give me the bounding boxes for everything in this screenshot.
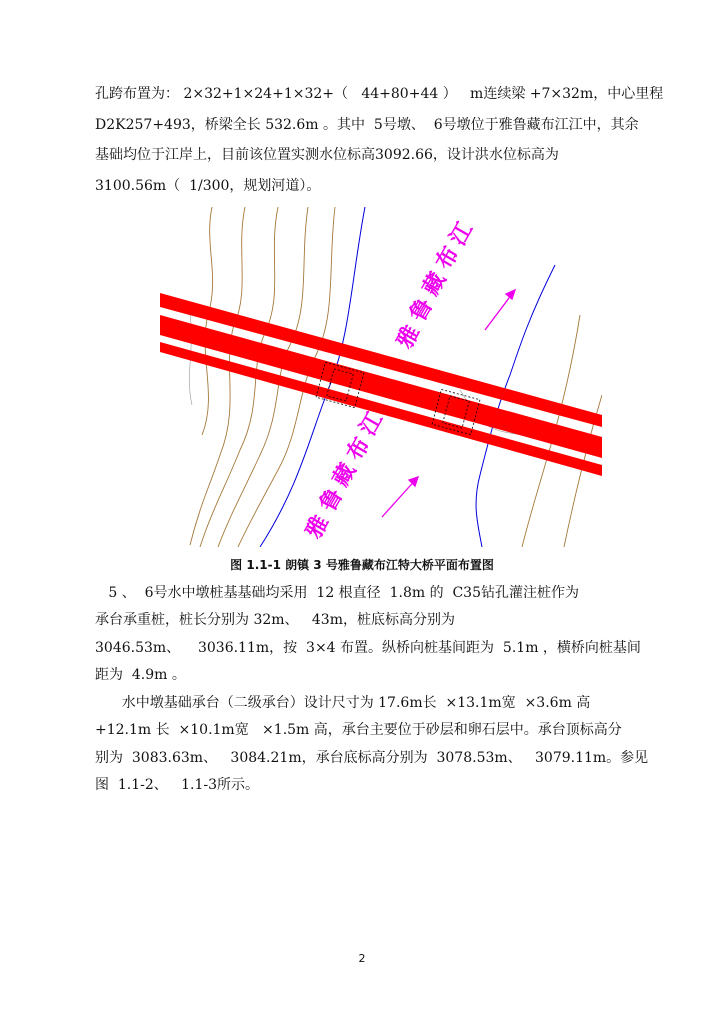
river-label-top-4: 布	[431, 242, 465, 274]
bridge-plan-drawing	[160, 205, 602, 547]
paragraph-2-line-2: 承台承重桩，桩长分别为 32m、 43m，桩底标高分别为	[95, 612, 455, 628]
river-label-bottom-2: 鲁	[315, 484, 349, 516]
river-label-bottom-3: 藏	[328, 459, 362, 491]
paragraph-3-line-1: 水中墩基础承台（二级承台）设计尺寸为 17.6m长 ×13.1m宽 ×3.6m 高	[95, 695, 591, 711]
paragraph-3-line-4: 图 1.1-2、 1.1-3所示。	[95, 777, 260, 793]
paragraph-1-line-4: 3100.56m（ 1/300，规划河道）。	[95, 178, 321, 194]
river-label-bottom-5: 江	[355, 408, 389, 440]
river-label-top-2: 鲁	[405, 294, 439, 326]
bridge-plan-figure	[160, 205, 602, 547]
figure-caption: 图 1.1-1 朗镇 3 号雅鲁藏布江特大桥平面布置图	[230, 558, 494, 572]
paragraph-1-line-2: D2K257+493，桥梁全长 532.6m 。其中 5号墩、 6号墩位于雅鲁藏布江江中，其余	[95, 117, 639, 133]
river-label-top-3: 藏	[418, 268, 452, 300]
river-label-top-1: 雅	[392, 321, 426, 353]
river-label-top-5: 江	[445, 218, 479, 250]
paragraph-3-line-3: 别为 3083.63m、 3084.21m，承台底标高分别为 3078.53m、 3079.11m。参见	[95, 750, 649, 766]
paragraph-3-line-2: +12.1m 长 ×10.1m宽 ×1.5m 高，承台主要位于砂层和卵石层中。承台顶标高分	[95, 722, 622, 738]
paragraph-1-line-3: 基础均位于江岸上，目前该位置实测水位标高3092.66，设计洪水位标高为	[95, 147, 559, 163]
paragraph-2-line-3: 3046.53m、 3036.11m，按 3×4 布置。纵桥向桩基间距为 5.1m ，横桥向桩基间	[95, 640, 641, 656]
page-number: 2	[358, 952, 366, 965]
paragraph-1-line-1: 孔跨布置为： 2×32+1×24+1×32+（ 44+80+44 ） m连续梁 +7×32m，中心里程	[95, 86, 664, 102]
paragraph-2-line-4: 距为 4.9m 。	[95, 667, 186, 683]
paragraph-2-line-1: 5 、 6号水中墩桩基基础均采用 12 根直径 1.8m 的 C35钻孔灌注桩作为	[95, 585, 579, 601]
bridge-deck-bands	[160, 293, 602, 476]
river-label-bottom-4: 布	[342, 433, 376, 465]
river-label-bottom-1: 雅	[301, 511, 335, 543]
